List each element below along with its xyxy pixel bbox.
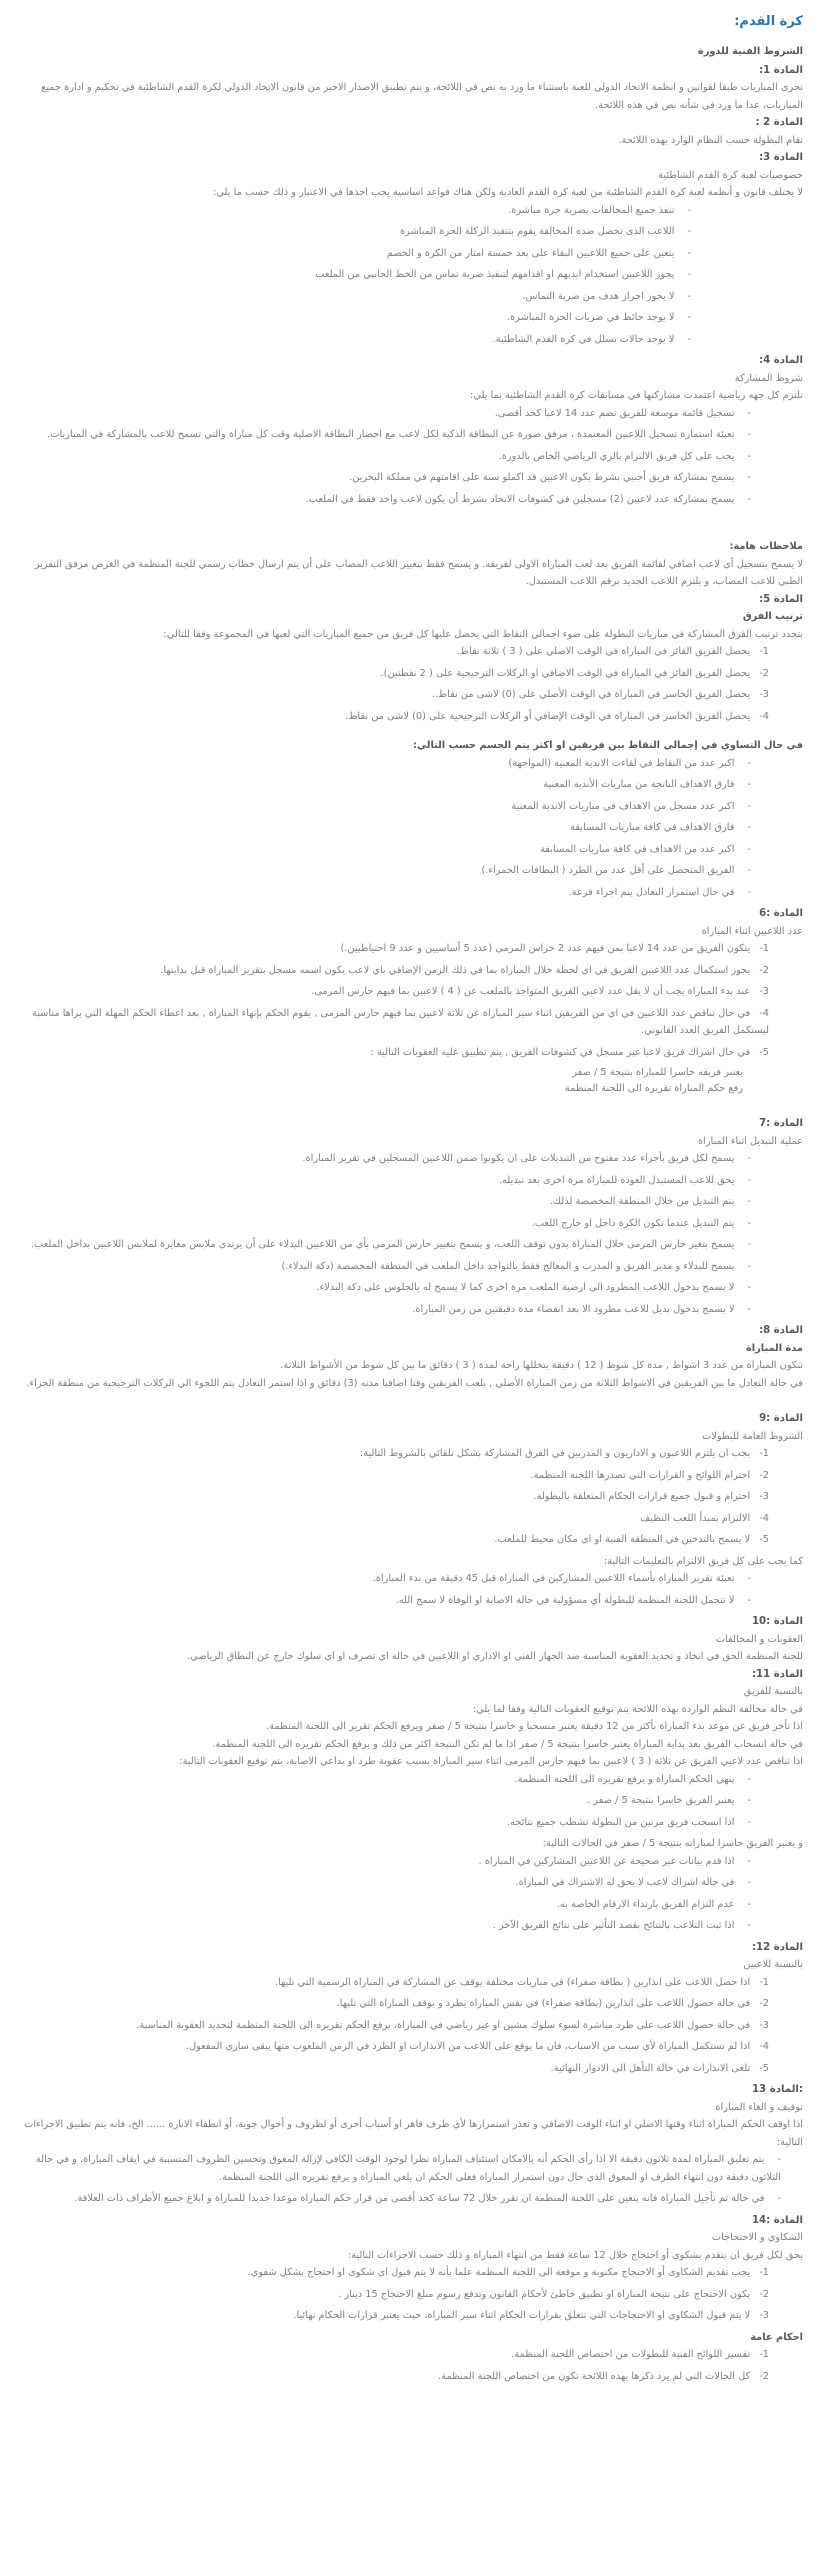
- numbered-item: [10, 708, 803, 726]
- bullet-text: في حالة تم تأجيل المباراة فانه يتعين على اللجنة المنظمة ان تقرر خلال 72 ساعة كحد أقصى من قرار حكم المباراة موعدا جديدا للمباراة و ابلاغ جميع الأطراف ذات العلاقة.: [74, 2193, 765, 2204]
- bullet-text: تنفذ جميع المخالفات بضربة حرة مباشرة.: [508, 204, 675, 216]
- dash-marker: -: [747, 1855, 751, 1867]
- bullet-item: [10, 1771, 803, 1789]
- number-marker: 5-: [759, 2062, 769, 2074]
- bullet-item: [10, 798, 803, 816]
- number-marker: 1-: [759, 646, 769, 657]
- numbered-item: [10, 1467, 803, 1485]
- numbered-item-text: في حال تناقص عدد اللاعبين في اي من الفريقين اثناء سير المباراة عن ثلاثة لاعبين بما فيهم حارس المرمى , يقوم الحكم بإنهاء المباراة , بعد اعطاء الحكم المهلة التي يراها مناسبة ليستكمل الفريق العدد القانوني.: [31, 1007, 769, 1036]
- bullet-text: اكبر عدد من الاهداف في كافة مباريات المسابقة: [540, 843, 735, 855]
- numbered-item: [10, 2060, 803, 2078]
- bullet-item: [10, 491, 803, 509]
- numbered-item-text: يحصل الفريق الخاسر في المباراة في الوقت الأصلي على (0) لاشى من نقاط..: [431, 689, 751, 700]
- bullet-text: اذا ثبت التلاعب بالنتائج بقصد التأثير على نتائج الفريق الآخر .: [492, 1920, 735, 1931]
- numbered-item-text: احترام و قبول جميع قرارات الحكام المتعلقة بالبطولة.: [533, 1491, 751, 1502]
- article-heading: المادة :10: [751, 1616, 803, 1627]
- dash-marker: -: [687, 333, 691, 345]
- body-paragraph: يحق لكل فريق ان يتقدم بشكوى أو احتجاج خلال 12 ساعة فقط من انتهاء المباراة و ذلك حسب الاجراءات التالية:: [347, 2249, 803, 2261]
- numbered-item-text: تلغى الانذارات في حالة التأهل الى الادوار النهائية.: [550, 2062, 751, 2074]
- dash-marker: -: [747, 1282, 751, 1293]
- body-paragraph: في حالة مخالفة النظم الواردة بهذه اللائحة يتم توقيع العقوبات التالية وفقا لما يلي:: [472, 1703, 803, 1715]
- article-heading: المادة 12:: [751, 1941, 803, 1953]
- bullet-item: [10, 1193, 803, 1211]
- bullet-item: [10, 1814, 803, 1832]
- article-heading: المادة :7: [759, 1118, 803, 1129]
- dash-marker: -: [777, 2193, 781, 2204]
- bullet-item: [10, 819, 803, 837]
- bold-note: في حال التساوي في إجمالي النقاط بين فريقين او اكثر يتم الحسم حسب التالي:: [412, 740, 803, 751]
- numbered-item-text: يجوز استكمال عدد اللاعبين الفريق في اي لحظة خلال المباراة بما في ذلك الزمن الإضافي باي لاعب يكون اسمه مسجل بتقرير المباراة قبل بدايتها.: [160, 964, 751, 976]
- body-paragraph: اذا اوقف الحكم المباراة اثناء وقتها الاصلي او اثناء الوقت الاضافي و تعذر استمرارها لأي ظرف قاهر او أسباب أخرى أو لظروف و أحوال جوية، أو انطفاء الانارة ...... الخ، فانه يتم تطبيق الاجراءات التالية:: [24, 2119, 803, 2148]
- bullet-text: يسمح بمشاركة فريق أجنبي بشرط يكون الاعبين قد اكملو سنة على اقامتهم في مملكة البحرين.: [349, 472, 735, 483]
- dash-marker: -: [747, 1573, 751, 1584]
- numbered-item: [10, 686, 803, 704]
- bullet-item: [10, 841, 803, 859]
- bullet-text: اذا قدم بيانات غير صحيحة عن اللاعبين المشاركين في المباراة .: [478, 1855, 735, 1867]
- numbered-item-text: يكون الاحتجاج على نتيجة المباراة او تطبيق خاطئ لأحكام القانون وتدفع رسوم مبلغ الاحتجاج 15 دينار .: [338, 2288, 751, 2300]
- bullet-item: [10, 309, 803, 327]
- bullet-item: [10, 469, 803, 487]
- bullet-item: [10, 1874, 803, 1892]
- number-marker: 2-: [759, 2288, 769, 2300]
- body-paragraph: و يعتبر الفريق خاسرا لمباراته بنتيجة 5 / صفر في الحالات التالية:: [542, 1838, 803, 1849]
- dash-marker: -: [747, 886, 751, 898]
- body-paragraph: خصوصيات لعبة كرة القدم الشاطئية: [658, 169, 803, 181]
- bullet-item: [10, 1917, 803, 1935]
- body-paragraph: شروط المشاركة: [734, 372, 803, 384]
- bullet-text: لا يوجد حائط في ضربات الحرة المباشرة.: [506, 312, 675, 323]
- number-marker: 2-: [759, 667, 769, 679]
- dash-marker: -: [747, 1877, 751, 1888]
- article-heading: المادة :6: [759, 908, 803, 919]
- numbered-item: [10, 962, 803, 980]
- bullet-item: [10, 223, 803, 241]
- bullet-item: [10, 755, 803, 773]
- numbered-item-text: يجب ان يلتزم اللاعبون و الاداريون و المدربين في الفرق المشاركة بشكل تلقائي بالشروط التالية:: [359, 1448, 751, 1459]
- numbered-item: [10, 1005, 803, 1040]
- bullet-text: ينهي الحكم المباراة و يرفع تقريره الى اللجنة المنظمة.: [514, 1773, 735, 1785]
- numbered-item-text: لا يسمح بالتدخين في المنطقة الفنية او اي مكان محيط للملعب.: [494, 1534, 751, 1545]
- bold-note: ملاحظات هامة:: [729, 541, 803, 552]
- body-paragraph: في حالة التعادل ما بين الفريقين في الاشواط الثلاثة من زمن المباراة الأصلي , يلعب الفريقين وقتا اضافيا مدته (3) دقائق و اذا استمر التعادل يتم اللجوء الي الركلات الترجيحية من منطقة الجزاء.: [26, 1377, 803, 1389]
- bullet-item: [10, 1215, 803, 1233]
- number-marker: 2-: [759, 1469, 769, 1481]
- bullet-item: [10, 862, 803, 880]
- number-marker: 4-: [759, 2041, 769, 2052]
- body-paragraph: الشكاوي و الاحتجاجات: [711, 2232, 803, 2243]
- bold-note: ترتيب الفرق: [742, 611, 803, 622]
- body-paragraph: تجرى المباريات طبقا لقوانين و انظمة الاتحاد الدولي للعبة باستثناء ما ورد به نص في اللائحة، و يتم تطبيق الاصدار الاخير من قانون الاتحاد الدولي لكرة القدم الشاطئية في تحكيم و ادارة جميع المباريات، عدا ما ورد في شأنه نص في هذه اللائحة.: [41, 82, 803, 111]
- numbered-item-text: في حالة حصول اللاعب على انذارين (بطاقة صفراء) في نفس المباراة يطرد و يوقف المباراة التي تليها.: [336, 1998, 751, 2009]
- article-heading: المادة 4:: [759, 355, 803, 366]
- number-marker: 4-: [759, 710, 769, 722]
- bullet-item: [10, 1570, 803, 1588]
- body-paragraph: لا يختلف قانون و أنظمة لعبة كرة القدم الشاطئية من لعبة كرة القدم العادية ولكن هناك قواعد اساسية يجب اخذها في الاعتبار و ذلك حسب ما يلي:: [213, 187, 803, 198]
- bold-note: احكام عامة: [750, 2331, 803, 2343]
- body-paragraph: للجنة المنظمة الحق في اتخاذ و تحديد العقوبة المناسبة ضد الجهاز الفني او الاداري او اللاعبين في حالة اي تصرف او اي سلوك خارج عن النطاق الرياضي.: [187, 1651, 803, 1662]
- number-marker: 5-: [759, 1534, 769, 1545]
- page-subtitle: الشروط الفنية للدورة: [697, 46, 803, 57]
- dash-marker: -: [747, 407, 751, 419]
- body-paragraph: عدد اللاعبين اثناء المباراة: [701, 925, 803, 937]
- bullet-item: [10, 1150, 803, 1168]
- body-paragraph: يتحدد ترتيب الفرق المشاركة في مباريات البطولة على ضوء اجمالي النقاط التي يحصل عليها كل فريق من جميع المباريات التي لعبها في المجموعة وفقا للتالي:: [163, 628, 803, 640]
- body-paragraph: العقوبات و المخالفات: [715, 1633, 803, 1645]
- bullet-text: لا يسمح بدخول اللاعب المطرود الى ارضية الملعب مرة اخرى كما لا يسمح له بالجلوس على دكة البدلاء.: [316, 1282, 735, 1293]
- bullet-item: [10, 288, 803, 306]
- dash-marker: -: [747, 429, 751, 440]
- body-paragraph: اذا تناقص عدد لاعبي الفريق عن ثلاثة ( 3 ) لاعبين بما فيهم حارس المرمى اثناء سير المباراة بسبب عقوبة طرد او بداعي الاصابة، يتم توقيع العقوبات التالية:: [179, 1756, 803, 1767]
- article-heading: المادة :14: [751, 2214, 803, 2226]
- article-heading: المادة 8:: [759, 1325, 803, 1336]
- body-paragraph: تلتزم كل جهه رياضية اعتمدت مشاركتها في مسابقات كرة القدم الشاطئية بما يلي:: [469, 390, 803, 401]
- bullet-text: يعتبر الفريق خاسرا بنتيجة 5 / صفر .: [587, 1795, 735, 1806]
- number-marker: 4-: [759, 1512, 769, 1524]
- numbered-item: [10, 940, 803, 958]
- penalty-subline: رفع حكم المباراة تقريره الى اللجنة المنظمة: [564, 1083, 743, 1094]
- dash-marker: -: [747, 800, 751, 812]
- bullet-item: [10, 884, 803, 902]
- bullet-text: الفريق المتحصل على أقل عدد من الطرد ( البطاقات الحمراء.): [481, 865, 735, 876]
- bullet-item: [10, 266, 803, 284]
- numbered-item: [10, 2368, 803, 2386]
- numbered-item-text: اذا حصل اللاعب على انذارين ( بطاقة صفراء) في مباريات مختلفة يوقف عن المشاركة في المباراة الرسمية التي تليها.: [274, 1976, 751, 1988]
- number-marker: 3-: [759, 2019, 769, 2031]
- number-marker: 3-: [759, 986, 769, 997]
- bullet-text: يجب على كل فريق الالتزام بالزي الرياضي الخاص بالدورة.: [498, 450, 735, 462]
- number-marker: 1-: [759, 943, 769, 954]
- bullet-item: [10, 202, 803, 220]
- number-marker: 5-: [759, 1046, 769, 1058]
- dash-marker: -: [747, 1773, 751, 1785]
- dash-marker: -: [687, 269, 691, 280]
- dash-marker: -: [747, 865, 751, 876]
- bullet-text: لا تتحمل اللجنة المنظمة للبطولة أي مسؤولية في حالة الاصابة او الوفاة لا سمح الله.: [395, 1594, 735, 1606]
- numbered-item: [10, 2346, 803, 2364]
- article-heading: المادة 3:: [759, 152, 803, 163]
- bullet-item: [10, 2190, 803, 2208]
- body-paragraph: بالنسبة للفريق: [743, 1686, 803, 1697]
- number-marker: 2-: [759, 964, 769, 976]
- dash-marker: -: [747, 1920, 751, 1931]
- bullet-text: فارق الاهداف في كافة مباريات المسابقة: [570, 822, 735, 833]
- bullet-text: يتم تعليق المباراة لمدة ثلاثون دقيقة الا اذا رأى الحكم أنه بالامكان استئناف المباراة نظرا لوجود الوقت الكافي لإزالة المعوق وتحسين الظروف المتسببة في ايقاف المباراة. و في حالة الثلاثون دقيقة دون انتهاء الظرف او المعوق الذي حال دون استمرار المباراة فعلى الحكم ان يلغي المباراة و يرفع تقريره الى اللجنة المنظمة.: [35, 2154, 781, 2183]
- article-heading: المادة :9: [759, 1413, 803, 1424]
- bullet-text: تسجيل قائمة موسعة للفريق تضم عدد 14 لاعبا كحد أقصى.: [494, 407, 735, 419]
- bullet-text: لا يوجد حالات تسلل في كرة القدم الشاطئية.: [492, 333, 675, 345]
- bullet-item: [10, 1592, 803, 1610]
- number-marker: 1-: [759, 1448, 769, 1459]
- bullet-text: فارق الاهداف الناتجة من مباريات الأندية المعنية: [543, 779, 735, 790]
- numbered-item-text: يتكون الفريق من عدد 14 لاعبا بمن فيهم عدد 2 حراس المرمى (عدد 5 أساسيين و عدد 9 احتياطيين.): [340, 943, 751, 954]
- dash-marker: -: [777, 2154, 781, 2165]
- dash-marker: -: [747, 1217, 751, 1229]
- number-marker: 3-: [759, 1491, 769, 1502]
- bullet-item: [10, 1172, 803, 1190]
- bullet-text: في حالة اشراك لاعب لا يحق له الاشتراك في المباراة.: [515, 1877, 735, 1888]
- numbered-item: [10, 1510, 803, 1528]
- dash-marker: -: [747, 779, 751, 790]
- document-body: [10, 62, 803, 2386]
- dash-marker: -: [687, 226, 691, 237]
- dash-marker: -: [747, 1303, 751, 1315]
- numbered-item: [10, 665, 803, 683]
- article-heading: المادة 11:: [751, 1668, 803, 1680]
- body-paragraph: تقام البطولة حسب النظام الوارد بهذه اللائحة.: [618, 134, 803, 146]
- bullet-text: لا يسمح بدخول بديل للاعب مطرود الا بعد انقضاء مدة دقيقتين من زمن المباراة.: [412, 1303, 735, 1315]
- bullet-text: في حال استمرار التعادل يتم اجراء قرعة.: [568, 886, 735, 898]
- numbered-item-text: يحصل الفريق الفائز في المباراة في الوقت الاضافي او الركلات الترجيحية على ( 2 نقطتين).: [380, 667, 751, 679]
- bullet-text: يسمح بتغير حارس المرمى خلال المباراة بدون توقف اللعب، و يسمح بتغيير حارس المرمى بأي من اللاعبين البدلاء على أن يرتدي ملابس مغايرة لملابس اللاعبين بداخل الملعب.: [30, 1239, 735, 1250]
- bullet-item: [10, 448, 803, 466]
- dash-marker: -: [747, 1898, 751, 1910]
- numbered-item-text: يحصل الفريق الفائز في المباراة في الوقت الاصلي على ( 3 ) ثلاثة نقاط.: [456, 646, 751, 657]
- bullet-text: يتعين على جميع اللاعبين البقاء على بعد خمسة امتار من الكرة و الخصم: [386, 247, 675, 259]
- body-paragraph: توقيف و الغاء المباراة: [715, 2101, 803, 2113]
- number-marker: 2-: [759, 1998, 769, 2009]
- dash-marker: -: [747, 1174, 751, 1186]
- bullet-text: تعبئة تقرير المباراة بأسماء اللاعبين المشاركين في المباراة قبل 45 دقيقة من بدء المباراة.: [372, 1573, 735, 1584]
- numbered-item-text: يحصل الفريق الخاسر في المباراة في الوقت الإضافي أو الركلات الترجيحية على (0) لاشى من نقاط.: [345, 710, 751, 722]
- numbered-item-text: كل الحالات التي لم يرد ذكرها بهذه اللائحة تكون من اختصاص اللجنة المنظمة.: [438, 2370, 751, 2382]
- numbered-item: [10, 1445, 803, 1463]
- numbered-item-text: لا يتم قبول الشكاوي او الاحتجاجات التي تتعلق بقرارات الحكام اثناء سير المباراة، حيث يعتبر قرارات الحكام نهائيا.: [293, 2310, 751, 2321]
- bullet-item: [10, 2151, 803, 2186]
- bullet-item: [10, 1258, 803, 1276]
- bold-note: مدة المباراة: [746, 1342, 803, 1354]
- bullet-text: لا يجوز احراز هدف من ضربة التماس.: [522, 290, 675, 302]
- number-marker: 3-: [759, 689, 769, 700]
- number-marker: 1-: [759, 2267, 769, 2278]
- bullet-item: [10, 1236, 803, 1254]
- numbered-item-text: احترام اللوائح و القرارات التي تصدرها اللجنة المنظمة.: [530, 1469, 751, 1481]
- number-marker: 2-: [759, 2370, 769, 2382]
- page-title: كرة القدم:: [734, 14, 803, 29]
- body-paragraph: تتكون المباراة من عدد 3 اشواط , مدة كل شوط ( 12 ) دقيقة يتخللها راحة لمدة ( 3 ) دقائق ما بين كل شوط من الأشواط الثلاثة.: [280, 1360, 803, 1371]
- numbered-item-text: في حال اشراك فريق لاعبا غير مسجل في كشوفات الفريق , يتم تطبيق عليه العقوبات التالية :: [370, 1046, 751, 1058]
- body-paragraph: اذا تأخر فريق عن موعد بدء المباراة بأكثر من 12 دقيقة يعتبر منسحبا و خاسرا بنتيجة 5 / صفر ويرفع الحكم تقرير الى اللجنة المنظمة.: [266, 1721, 803, 1732]
- numbered-item-text: يجب تقديم الشكاوى أو الاحتجاج مكتوبة و موقعة الى اللجنة المنظمة علما بأنه لا يتم قبول اي شكوى او احتجاج بشكل شفوي.: [247, 2267, 751, 2278]
- numbered-item: [10, 2038, 803, 2056]
- article-heading: :المادة 13: [751, 2084, 803, 2095]
- numbered-item: [10, 1995, 803, 2013]
- dash-marker: -: [747, 757, 751, 769]
- numbered-item: [10, 2017, 803, 2035]
- bullet-text: يسمح للبدلاء و مدير الفريق و المدرب و المعالج فقط بالتواجد داخل الملعب في المنطقة المخصصة (دكة البدلاء.): [281, 1260, 735, 1272]
- numbered-item: [10, 1974, 803, 1992]
- dash-marker: -: [747, 450, 751, 462]
- dash-marker: -: [747, 1260, 751, 1272]
- numbered-item-text: اذا لم تستكمل المباراة لأي سبب من الاسباب، فان ما يوقع على اللاعب من الانذارات او الطرد في الزمن الملعوب منها يبقى ساري المفعول.: [185, 2041, 751, 2052]
- dash-marker: -: [747, 493, 751, 505]
- bullet-item: [10, 776, 803, 794]
- body-paragraph: كما يجب على كل فريق الالتزام بالتعليمات التالية:: [603, 1555, 803, 1567]
- numbered-item: [10, 643, 803, 661]
- penalty-subline: يعتبر فريقه خاسرا للمباراة بنتيجة 5 / صفر: [572, 1067, 743, 1078]
- numbered-item: [10, 983, 803, 1001]
- body-paragraph: لا يسمح بتسجيل أي لاعب اضافي لقائمة الفريق بعد لعب المباراة الاولى لفريقه. و يسمح فقط بتغيير اللاعب المصاب على أن يتم ارسال خطاب رسمي للجنة المنظمة في الغرض مرفق التقرير الطبي للاعب المصاب، و يلتزم اللاعب الجديد برقم اللاعب المستبدل.: [34, 558, 803, 587]
- bullet-item: [10, 405, 803, 423]
- article-heading: المادة 5:: [759, 593, 803, 605]
- body-paragraph: بالنسبة للاعبين: [743, 1959, 803, 1970]
- bullet-text: يتم التبديل من خلال المنطقة المخصصة لذلك.: [549, 1196, 735, 1207]
- bullet-text: يسمح بمشاركة عدد لاعبين (2) مسجلين في كشوفات الاتحاد بشرط أن يكون لاعب واحد فقط في الملعب.: [305, 493, 735, 505]
- bullet-item: [10, 1853, 803, 1871]
- numbered-item: [10, 2307, 803, 2325]
- bullet-text: يجوز اللاعبين استخدام ايديهم او اقدامهم لتنفيذ ضربة تماس من الخط الجانبي من الملعب: [315, 269, 675, 280]
- bullet-item: [10, 1792, 803, 1810]
- bullet-item: [10, 1896, 803, 1914]
- number-marker: 3-: [759, 2310, 769, 2321]
- bullet-item: [10, 426, 803, 444]
- bullet-text: يسمح لكل فريق بأجراء عدد مفتوح من التبديلات على ان يكونوا ضمن اللاعبين المسجلين في تقرير المباراة.: [302, 1153, 735, 1164]
- bullet-text: اكبر عدد من النقاط في لقاءت الاندية المعنية (المواجهة): [508, 757, 735, 769]
- bullet-text: يحق للاعب المستبدل العودة للمباراة مرة اخرى بعد تبديله.: [498, 1174, 735, 1186]
- bullet-item: [10, 331, 803, 349]
- dash-marker: -: [747, 1816, 751, 1828]
- bullet-item: [10, 245, 803, 263]
- dash-marker: -: [747, 1795, 751, 1806]
- dash-marker: -: [747, 1594, 751, 1606]
- dash-marker: -: [747, 1239, 751, 1250]
- bullet-text: اكبر عدد مسجل من الاهداف في مباريات الاندية المعنية: [511, 800, 735, 812]
- dash-marker: -: [747, 822, 751, 833]
- number-marker: 1-: [759, 1976, 769, 1988]
- dash-marker: -: [747, 472, 751, 483]
- bullet-item: [10, 1301, 803, 1319]
- bullet-text: اللاعب الذى تحصل ضده المخالفة يقوم بتنفيذ الركلة الحرة المباشرة: [400, 226, 675, 237]
- bullet-item: [10, 1279, 803, 1297]
- bullet-text: عدم التزام الفريق بارتداء الارقام الخاصة به.: [556, 1898, 735, 1910]
- numbered-item: [10, 2286, 803, 2304]
- numbered-item: [10, 2264, 803, 2282]
- article-heading: المادة 2 :: [755, 117, 803, 128]
- dash-marker: -: [687, 290, 691, 302]
- body-paragraph: عملية التبديل اثناء المباراة: [697, 1135, 803, 1147]
- body-paragraph: في حالة انسحاب الفريق بعد بداية المباراة يعتبر خاسرا بنتيجة 5 / صفر اذا ما لم تكن النتيجة اكثر من ذلك و يرفع الحكم تقريره الى اللجنة المنظمة.: [212, 1738, 803, 1750]
- bullet-text: يتم التبديل عندما تكون الكرة داخل او خارج اللعب.: [531, 1217, 735, 1229]
- bullet-text: تعبئة استمارة تسجيل اللاعبين المعتمدة ، مرفق صورة عن البطاقة الذكية لكل لاعب مع احضار البطاقة الاصلية وقت كل مباراة والتي تسمح للاعب بالمشاركة في المباريات.: [47, 429, 735, 440]
- dash-marker: -: [747, 1196, 751, 1207]
- numbered-item-text: تفسير اللوائح الفنية للبطولات من اختصاص اللجنة المنظمة.: [511, 2349, 751, 2360]
- number-marker: 4-: [759, 1007, 769, 1019]
- numbered-item-text: في حالة حصول اللاعب على طرد مباشرة لسوء سلوك مشين او غير رياضي في المباراة، يرفع الحكم تقريره الى اللجنة المنظمة لتحديد العقوبة المناسبة.: [136, 2019, 751, 2031]
- numbered-item: [10, 1531, 803, 1549]
- numbered-item: [10, 1488, 803, 1506]
- dash-marker: -: [687, 204, 691, 216]
- dash-marker: -: [747, 843, 751, 855]
- dash-marker: -: [687, 247, 691, 259]
- article-heading: المادة 1:: [759, 64, 803, 76]
- number-marker: 1-: [759, 2349, 769, 2360]
- numbered-item: [10, 1044, 803, 1062]
- dash-marker: -: [747, 1153, 751, 1164]
- dash-marker: -: [687, 312, 691, 323]
- body-paragraph: الشروط العامة للبطولات: [702, 1430, 803, 1442]
- numbered-item-text: الالتزام بمبدأ اللعب النظيف: [640, 1512, 751, 1524]
- bullet-text: اذا انسحب فريق مرتين من البطولة تشطب جميع نتائجه.: [507, 1816, 735, 1828]
- numbered-item-text: عند بدء المباراة يجب أن لا يقل عدد لاعبي الفريق المتواجد بالملعب عن ( 4 ) لاعبين بما فيهم حارس المرمى.: [311, 986, 751, 997]
